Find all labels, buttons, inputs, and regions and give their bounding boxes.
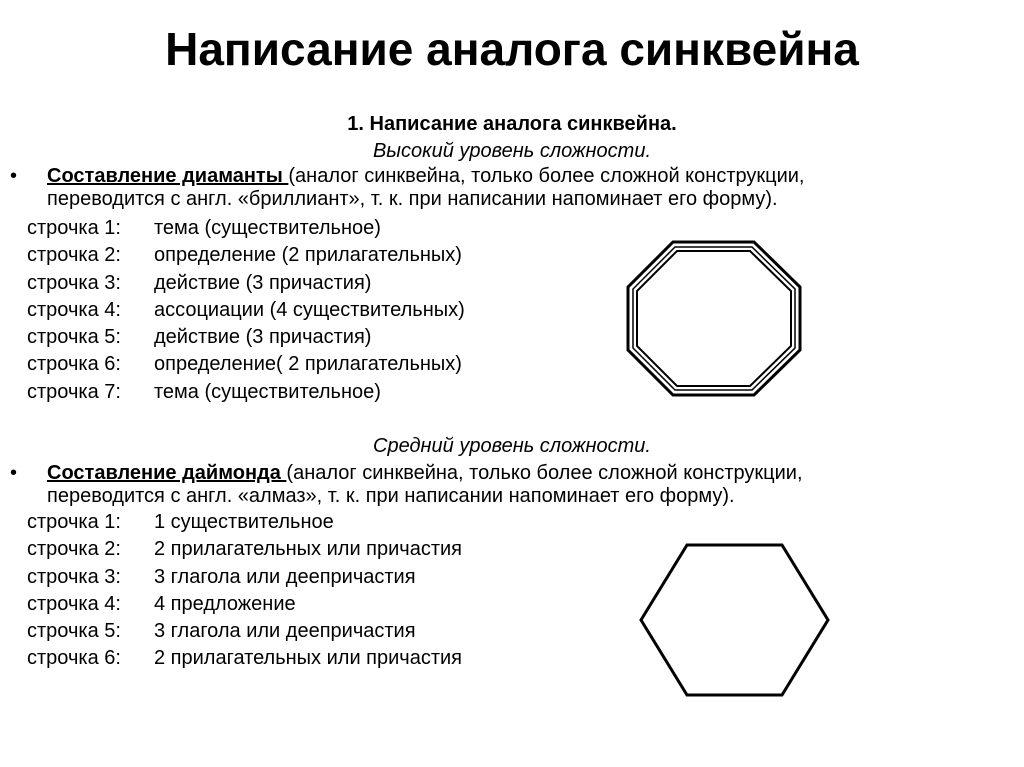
line-text: 4 предложение: [154, 592, 296, 615]
line-label: строчка 2:: [27, 538, 121, 561]
medium-level-label: Средний уровень сложности.: [373, 435, 651, 457]
line-label: строчка 2:: [27, 244, 121, 267]
line-label: строчка 4:: [27, 298, 121, 321]
slide-title: Написание аналога синквейна: [165, 23, 859, 75]
line-text: тема (существительное): [154, 217, 381, 239]
line-text: 2 прилагательных или причастия: [154, 647, 462, 670]
diamond-desc-line1: (аналог синквейна, только более сложной конструкции,: [286, 462, 803, 484]
line-label: строчка 4:: [27, 592, 121, 615]
line-label: строчка 6:: [27, 647, 121, 670]
section-heading: 1. Написание аналога синквейна.: [347, 113, 677, 135]
high-level-label: Высокий уровень сложности.: [372, 140, 652, 162]
line-text: определение (2 прилагательных): [154, 244, 462, 267]
line-text: 2 прилагательных или причастия: [154, 538, 462, 561]
bullet-icon: •: [10, 462, 18, 484]
diamante-desc-line1: (аналог синквейна, только более сложной конструкции,: [288, 165, 805, 187]
line-text: действие (3 причастия): [154, 271, 372, 294]
bullet-icon: •: [10, 165, 18, 187]
line-label: строчка 3:: [27, 565, 121, 588]
diamond-desc-line2: переводится с англ. «алмаз», т. к. при написании напоминает его форму).: [47, 485, 735, 507]
line-label: строчка 1:: [27, 217, 121, 239]
hexagon-shape: [641, 545, 828, 695]
line-label: строчка 7:: [27, 380, 121, 403]
line-text: 1 существительное: [154, 511, 334, 533]
diamond-term: Составление даймонда: [47, 462, 287, 484]
line-label: строчка 3:: [27, 271, 121, 294]
line-label: строчка 5:: [27, 620, 121, 643]
line-text: определение( 2 прилагательных): [154, 353, 462, 376]
line-text: 3 глагола или деепричастия: [154, 620, 416, 643]
line-label: строчка 5:: [27, 326, 121, 349]
diamante-desc-line2: переводится с англ. «бриллиант», т. к. при написании напоминает его форму).: [47, 188, 778, 210]
diamante-term: Составление диаманты: [47, 165, 289, 187]
line-text: 3 глагола или деепричастия: [154, 565, 416, 588]
line-text: ассоциации (4 существительных): [154, 298, 465, 321]
line-text: действие (3 причастия): [154, 326, 372, 349]
line-text: тема (существительное): [154, 380, 381, 403]
line-label: строчка 6:: [27, 353, 121, 376]
octagon-shape: [628, 242, 800, 395]
line-label: строчка 1:: [27, 511, 121, 533]
